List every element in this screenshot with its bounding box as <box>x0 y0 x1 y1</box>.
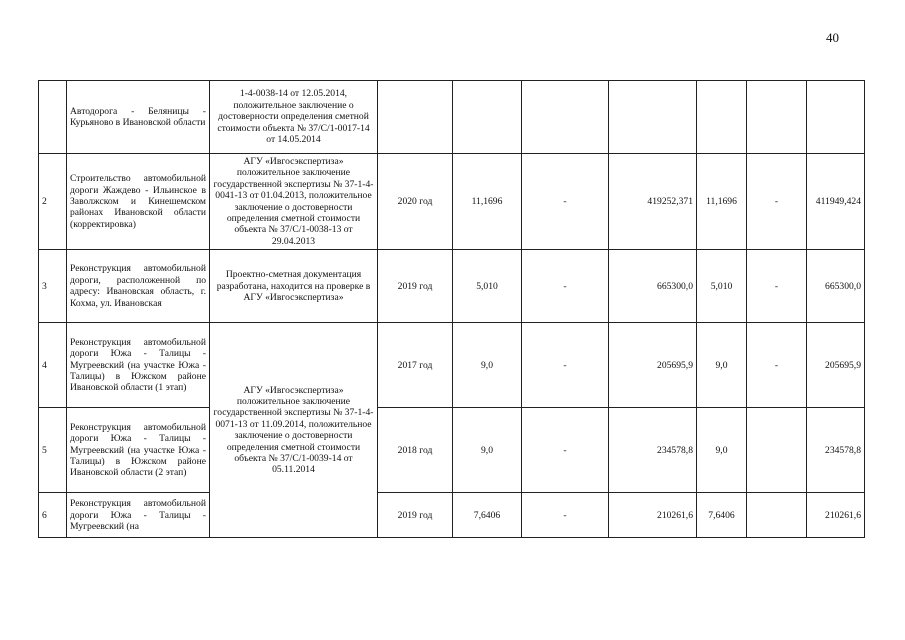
objects-table <box>38 80 865 538</box>
table-row <box>39 154 865 250</box>
expertise-doc: 1-4-0038-14 от 12.05.2014, положительное заключение о достоверности определения сметной стоимости объекта № 37/С/1-0017-14 от 14.05.2014 <box>210 81 378 154</box>
value-6: 205695,9 <box>807 323 865 408</box>
value-3: 665300,0 <box>609 250 697 323</box>
object-name: Реконструкция автомобильной дороги Южа - Талицы - Мугреевский (на участке Южа - Талицы) в Южском районе Ивановской области (2 этап) <box>67 408 210 493</box>
expertise-doc: Проектно-сметная документация разработана, находится на проверке в АГУ «Ивгосэкспертиза» <box>210 250 378 323</box>
value-5 <box>747 408 807 493</box>
year-cell: 2018 год <box>378 408 453 493</box>
value-2: - <box>522 154 609 250</box>
value-4: 7,6406 <box>697 493 747 538</box>
object-name: Реконструкция автомобильной дороги Южа - Талицы - Мугреевский (на <box>67 493 210 538</box>
table-row <box>39 323 865 408</box>
value-6: 234578,8 <box>807 408 865 493</box>
value-2: - <box>522 250 609 323</box>
year-cell <box>378 81 453 154</box>
value-6: 665300,0 <box>807 250 865 323</box>
expertise-doc-merged: АГУ «Ивгосэкспертиза» положительное заключение государственной экспертизы № 37-1-4-0071-13 от 11.09.2014, положительное заключение о достоверности определения сметной стоимости объекта № 37/С/1-0039-14 от 05.11.2014 <box>210 323 378 538</box>
table-row <box>39 81 865 154</box>
row-number <box>39 81 67 154</box>
year-cell: 2017 год <box>378 323 453 408</box>
year-cell: 2019 год <box>378 493 453 538</box>
value-4: 9,0 <box>697 408 747 493</box>
object-name: Реконструкция автомобильной дороги, расположенной по адресу: Ивановская область, г. Кохма, ул. Ивановская <box>67 250 210 323</box>
value-1 <box>453 81 522 154</box>
value-6: 411949,424 <box>807 154 865 250</box>
value-5: - <box>747 323 807 408</box>
value-3: 210261,6 <box>609 493 697 538</box>
value-6: 210261,6 <box>807 493 865 538</box>
expertise-doc: АГУ «Ивгосэкспертиза» положительное заключение государственной экспертизы № 37-1-4-0041-13 от 01.04.2013, положительное заключение о достоверности определения сметной стоимости объекта № 37/С/1-0038-13 от 29.04.2013 <box>210 154 378 250</box>
value-3: 419252,371 <box>609 154 697 250</box>
value-4: 9,0 <box>697 323 747 408</box>
value-2 <box>522 81 609 154</box>
value-5: - <box>747 250 807 323</box>
table-row <box>39 493 865 538</box>
row-number: 4 <box>39 323 67 408</box>
value-1: 11,1696 <box>453 154 522 250</box>
value-3: 234578,8 <box>609 408 697 493</box>
value-1: 7,6406 <box>453 493 522 538</box>
value-2: - <box>522 408 609 493</box>
value-2: - <box>522 323 609 408</box>
value-1: 9,0 <box>453 323 522 408</box>
value-5 <box>747 493 807 538</box>
year-cell: 2020 год <box>378 154 453 250</box>
value-2: - <box>522 493 609 538</box>
value-1: 5,010 <box>453 250 522 323</box>
value-4: 11,1696 <box>697 154 747 250</box>
table-row <box>39 408 865 493</box>
row-number: 2 <box>39 154 67 250</box>
value-6 <box>807 81 865 154</box>
value-3: 205695,9 <box>609 323 697 408</box>
value-4: 5,010 <box>697 250 747 323</box>
object-name: Автодорога - Беляницы - Курьяново в Ивановской области <box>67 81 210 154</box>
row-number: 5 <box>39 408 67 493</box>
row-number: 6 <box>39 493 67 538</box>
page-number: 40 <box>826 30 839 45</box>
year-cell: 2019 год <box>378 250 453 323</box>
row-number: 3 <box>39 250 67 323</box>
object-name: Реконструкция автомобильной дороги Южа - Талицы - Мугреевский (на участке Южа - Талицы) в Южском районе Ивановской области (1 этап) <box>67 323 210 408</box>
value-5: - <box>747 154 807 250</box>
table-row <box>39 250 865 323</box>
value-4 <box>697 81 747 154</box>
value-1: 9,0 <box>453 408 522 493</box>
value-3 <box>609 81 697 154</box>
value-5 <box>747 81 807 154</box>
object-name: Строительство автомобильной дороги Жаждево - Ильинское в Заволжском и Кинешемском районах Ивановской области (корректировка) <box>67 154 210 250</box>
